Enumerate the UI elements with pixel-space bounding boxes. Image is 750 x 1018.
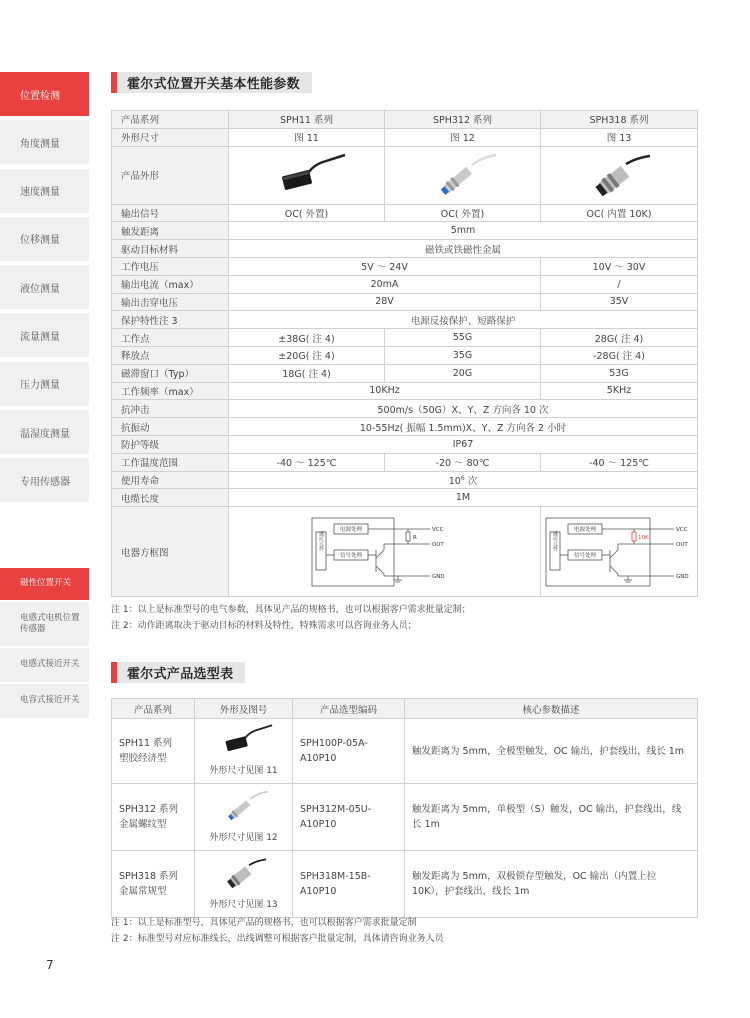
cell: ±20G( 注 4) [229,346,385,364]
table-row [112,364,698,382]
cell: 释放点 [112,346,229,364]
cell: 5V ～ 24V [229,257,541,275]
code-cell: SPH312M-05U- A10P10 [293,784,405,851]
note-line: 注 1：以上是标准型号，具体见产品的规格书，也可以根据客户需求批量定制 [111,918,417,928]
table-row [112,435,698,453]
nav-item-angle[interactable]: 角度测量 [0,120,89,164]
cell: 输出信号 [112,204,229,222]
nav-item-pressure[interactable]: 压力测量 [0,362,89,406]
cell [229,146,385,204]
cell: 驱动目标材料 [112,240,229,258]
accent-bar [111,72,117,93]
series-cell: SPH11 系列 塑胶经济型 [112,719,195,784]
cell: 产品系列 [112,111,229,129]
table-row [112,471,698,489]
section-header-selection [111,662,245,683]
table-row [112,719,698,784]
cell: 工作电压 [112,257,229,275]
spec-table [111,110,698,597]
shape-cell [195,719,293,784]
shape-caption: 外形尺寸见图 12 [209,833,278,843]
cell: 输出击穿电压 [112,293,229,311]
nav-item-speed[interactable]: 速度测量 [0,169,89,213]
cell: 使用寿命 [112,471,229,489]
subnav-inductive-motor[interactable]: 电感式电机位置传感器 [0,602,89,646]
desc-cell: 触发距离为 5mm，全极型触发，OC 输出，护套线出，线长 1m [405,719,698,784]
resistor-10k-label: 10K [638,534,649,541]
out-label-2: OUT [676,541,688,548]
table-row [112,418,698,436]
cell: ±38G( 注 4) [229,329,385,347]
series-cell: SPH312 系列 金属螺纹型 [112,784,195,851]
resistor-label: R [412,534,417,541]
cell: 28V [229,293,541,311]
cell: -40 ～ 125℃ [541,453,698,471]
cell [541,507,698,597]
shape-caption: 外形尺寸见图 13 [209,900,278,910]
table-row [112,293,698,311]
cell [541,146,698,204]
cell: 外形尺寸 [112,128,229,146]
cell: 图 11 [229,128,385,146]
column-header: 核心参数描述 [405,699,698,719]
note-line: 注 2：动作距离取决于驱动目标的材料及特性，特殊需求可以咨询业务人员； [111,620,417,631]
gnd-label-2: GND [676,573,689,580]
code-cell: SPH100P-05A-A10P10 [293,719,405,784]
table-row [112,204,698,222]
cell: 输出电流（max） [112,275,229,293]
cell: 工作频率（max） [112,382,229,400]
life-value: 10 [448,475,461,487]
sph312-sensor-image [219,788,269,824]
cell: 磁滞窗口（Typ） [112,364,229,382]
sph318-sensor-image [219,855,269,891]
subnav-inductive-proximity[interactable]: 电感式接近开关 [0,648,89,682]
table-row [112,784,698,851]
column-header: 外形及图号 [195,699,293,719]
cell: 保护特性注 3 [112,311,229,329]
sph11-sensor-image [214,723,274,757]
cell: OC( 外置) [385,204,541,222]
series-cell: SPH318 系列 金属常规型 [112,851,195,918]
cell: 500m/s（50G）X、Y、Z 方向各 10 次 [229,400,698,418]
note-line: 注 1：以上是标准型号的电气参数，具体见产品的规格书，也可以根据客户需求批量定制； [111,605,471,615]
gnd-label: GND [431,573,445,580]
table-row [112,311,698,329]
cell: SPH318 系列 [541,111,698,129]
table-row [112,128,698,146]
spec-notes [111,603,471,634]
signal-block-label-2: 信号处理 [573,552,597,559]
sph318-sensor-image [584,150,654,200]
power-block-label-2: 电源处理 [573,526,597,533]
cell: 图 13 [541,128,698,146]
nav-item-temp-humidity[interactable]: 温湿度测量 [0,410,89,454]
cell: 防护等级 [112,435,229,453]
cell: 抗冲击 [112,400,229,418]
cell: 35G [385,346,541,364]
table-row [112,489,698,507]
cell: 电源反接保护、短路保护 [229,311,698,329]
table-row [112,382,698,400]
sph11-sensor-image [267,152,347,198]
section-header-specs [111,72,312,93]
cell: 触发距离 [112,222,229,240]
table-row [112,851,698,918]
table-row [112,111,698,129]
cell: 抗振动 [112,418,229,436]
cell: 磁铁或铁磁性金属 [229,240,698,258]
vcc-label-2: VCC [676,526,688,533]
cell: 18G( 注 4) [229,364,385,382]
column-header: 产品系列 [112,699,195,719]
cell: 20G [385,364,541,382]
table-row [112,222,698,240]
sensor-label-2: 感应元件 [552,530,558,551]
cell: 电器方框图 [112,507,229,597]
selection-notes [111,916,444,947]
cell: 55G [385,329,541,347]
code-cell: SPH318M-15B- A10P10 [293,851,405,918]
life-unit: 次 [464,475,478,487]
cell: 产品外形 [112,146,229,204]
signal-block-label: 信号处理 [339,552,362,559]
cell [229,507,541,597]
nav-item-flow[interactable]: 流量测量 [0,313,89,357]
cell: SPH11 系列 [229,111,385,129]
cell: OC( 内置 10K) [541,204,698,222]
cell: -40 ～ 125℃ [229,453,385,471]
cell: 10V ～ 30V [541,257,698,275]
life-exponent: 6 [460,474,465,482]
sensor-label: 感应元件 [317,530,324,551]
cell: 35V [541,293,698,311]
cell: / [541,275,698,293]
cell: 图 12 [385,128,541,146]
section-title: 霍尔式产品选型表 [127,667,234,682]
table-row [112,400,698,418]
cell: 10KHz [229,382,541,400]
table-row [112,257,698,275]
cell: -28G( 注 4) [541,346,698,364]
cell: 53G [541,364,698,382]
nav-item-displacement[interactable]: 位移测量 [0,217,89,261]
sidebar-subnav [0,568,89,720]
cell: IP67 [229,435,698,453]
circuit-diagram-oc-internal [544,514,694,590]
cell: -20 ～ 80℃ [385,453,541,471]
sph312-sensor-image [428,151,498,199]
table-row [112,275,698,293]
out-label: OUT [431,541,444,548]
nav-item-position[interactable]: 位置检测 [0,72,89,116]
section-title: 霍尔式位置开关基本性能参数 [127,77,300,92]
desc-cell: 触发距离为 5mm，单极型（S）触发，OC 输出，护套线出，线长 1m [405,784,698,851]
nav-item-level[interactable]: 液位测量 [0,265,89,309]
accent-bar [111,662,117,683]
sidebar-nav [0,72,89,507]
note-line: 注 2：标准型号对应标准线长，出线调整可根据客户批量定制，具体请咨询业务人员 [111,933,444,944]
table-row [112,507,698,597]
power-block-label: 电源处理 [339,526,362,533]
shape-cell [195,784,293,851]
subnav-magnetic-switch[interactable]: 磁性位置开关 [0,568,89,600]
cell: SPH312 系列 [385,111,541,129]
nav-item-special[interactable]: 专用传感器 [0,458,89,502]
cell: 工作温度范围 [112,453,229,471]
cell: 20mA [229,275,541,293]
desc-cell: 触发距离为 5mm，双极锁存型触发，OC 输出（内置上拉 10K），护套线出，线长 1m [405,851,698,918]
cell: 5mm [229,222,698,240]
shape-caption: 外形尺寸见图 11 [209,766,278,776]
page-number: 7 [46,958,54,972]
table-row [112,329,698,347]
vcc-label: VCC [431,526,443,533]
table-header-row [112,699,698,719]
cell: 28G( 注 4) [541,329,698,347]
table-row [112,240,698,258]
shape-cell [195,851,293,918]
column-header: 产品选型编码 [293,699,405,719]
cell: 10-55Hz( 振幅 1.5mm)X、Y、Z 方向各 2 小时 [229,418,698,436]
selection-table [111,698,698,918]
cell: 工作点 [112,329,229,347]
cell: OC( 外置) [229,204,385,222]
table-row [112,146,698,204]
table-row [112,453,698,471]
cell: 1M [229,489,698,507]
cell: 电缆长度 [112,489,229,507]
table-row [112,346,698,364]
cell [385,146,541,204]
cell: 5KHz [541,382,698,400]
circuit-diagram-oc-external [310,514,460,590]
cell [229,471,698,489]
subnav-capacitive-proximity[interactable]: 电容式接近开关 [0,684,89,718]
